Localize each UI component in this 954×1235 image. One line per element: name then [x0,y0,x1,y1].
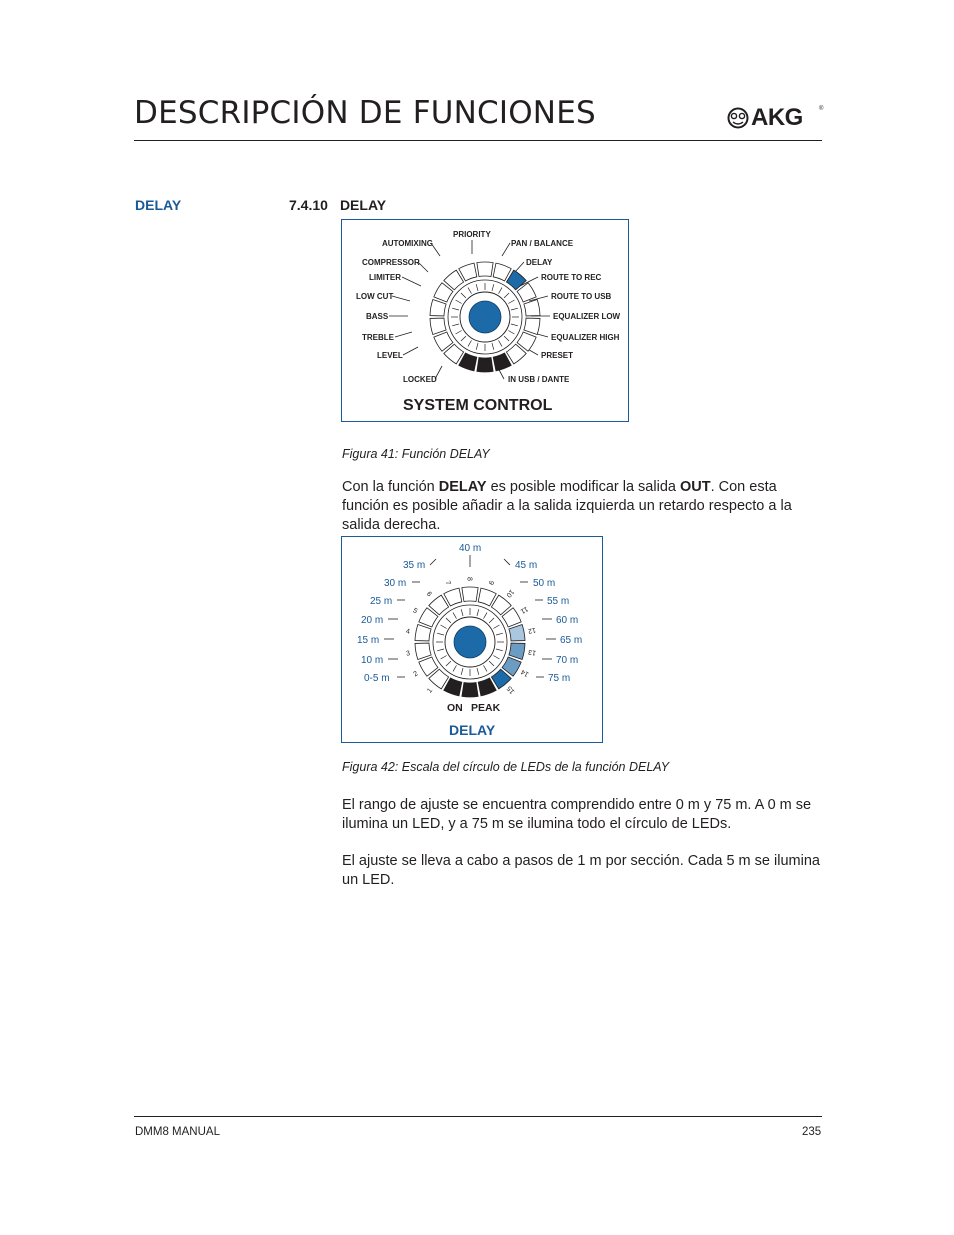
panel-title: DELAY [449,722,496,738]
distance-45m: 45 m [515,560,538,571]
label-treble: TREBLE [362,333,394,342]
led-number: 8 [465,577,473,581]
on-label: ON [447,702,463,714]
footer-manual-name: DMM8 MANUAL [135,1126,220,1138]
bold-delay: DELAY [438,479,487,495]
led-number: 2 [412,670,420,679]
paragraph-delay-intro [342,478,824,535]
led-number: 13 [527,647,537,657]
distance-70m: 70 m [556,655,579,666]
led-segment [462,683,478,697]
akg-logo [727,106,824,130]
distance-50m: 50 m [533,578,556,589]
knob-center [454,626,486,658]
distance-0-5m: 0-5 m [364,673,390,684]
led-segment [524,300,540,316]
footer-rule [134,1116,822,1117]
label-route-to-usb: ROUTE TO USB [551,292,612,301]
text: Con la función [342,479,439,495]
paragraph-range: El rango de ajuste se encuentra comprendido entre 0 m y 75 m. A 0 m se ilumina un LED, y a 75 m se ilumina todo el círculo de LEDs. [342,797,812,832]
led-segment [477,358,493,372]
label-equalizer-high: EQUALIZER HIGH [551,333,620,342]
led-segment [509,643,525,659]
page-title: DESCRIPCIÓN DE FUNCIONES [134,95,596,131]
led-ring [415,587,525,697]
label-compressor: COMPRESSOR [362,258,420,267]
label-in-usb-dante: IN USB / DANTE [508,375,570,384]
label-preset: PRESET [541,351,574,360]
label-level: LEVEL [377,351,403,360]
label-route-to-rec: ROUTE TO REC [541,273,602,282]
leader-line [395,332,412,337]
header-rule [134,140,822,141]
leader-line [431,243,440,256]
distance-60m: 60 m [556,615,579,626]
leader-line [504,559,510,565]
distance-75m: 75 m [548,673,571,684]
leader-line [502,243,510,256]
label-low-cut: LOW CUT [356,292,394,301]
led-segment [509,625,525,641]
led-number: 5 [411,607,419,616]
distance-20m: 20 m [361,615,384,626]
led-number: 1 [426,687,435,695]
distance-15m: 15 m [357,635,380,646]
section-heading [289,197,386,213]
leader-line [403,347,418,355]
akg-logo-mark-icon [727,107,749,129]
label-equalizer-low: EQUALIZER LOW [553,312,621,321]
leader-line [418,262,428,272]
distance-10m: 10 m [361,655,384,666]
bold-out: OUT [679,479,711,495]
distance-35m: 35 m [403,560,426,571]
peak-label: PEAK [471,702,501,714]
led-number: 7 [443,580,452,587]
led-number: 11 [519,604,529,615]
leader-line [392,296,410,301]
distance-30m: 30 m [384,578,407,589]
text: es posible modificar la salida [486,479,680,495]
distance-55m: 55 m [547,596,570,607]
figure-41-caption: Figura 41: Función DELAY [342,447,490,461]
distance-25m: 25 m [370,596,393,607]
leader-line [402,277,421,286]
led-segment [430,318,446,334]
label-priority: PRIORITY [453,230,491,239]
distance-40m: 40 m [459,543,482,554]
section-title: DELAY [339,197,387,213]
led-number: 10 [504,587,515,599]
footer-page-number: 235 [802,1126,822,1138]
knob-center [469,301,501,333]
led-segment [524,318,540,334]
figure-42-caption: Figura 42: Escala del círculo de LEDs de la función DELAY [342,760,670,774]
led-number: 4 [405,628,411,636]
figure-delay-scale [341,536,603,743]
leader-line [515,262,524,272]
led-number: 9 [486,579,495,586]
leader-line [435,366,442,379]
label-automixing: AUTOMIXING [382,239,433,248]
side-heading: DELAY [135,197,182,213]
delay-scale-diagram [342,537,602,742]
led-segment [462,587,478,601]
led-segment [477,262,493,276]
label-locked: LOCKED [403,375,437,384]
system-control-diagram [342,220,628,421]
distance-65m: 65 m [560,635,583,646]
led-number: 12 [527,625,537,635]
section-number: 7.4.10 [289,197,328,213]
label-bass: BASS [366,312,389,321]
leader-line [430,559,436,565]
figure-system-control [341,219,629,422]
led-number: 15 [506,684,517,695]
led-number: 14 [519,667,531,678]
led-number: 6 [424,590,433,599]
paragraph-steps: El ajuste se lleva a cabo a pasos de 1 m por sección. Cada 5 m se ilumina un LED. [342,853,820,888]
panel-title: SYSTEM CONTROL [403,397,553,414]
logo-text: AKG [751,104,803,131]
label-delay: DELAY [526,258,553,267]
label-limiter: LIMITER [369,273,401,282]
led-segment [415,625,431,641]
logo-registered-mark: ® [819,106,824,112]
led-segment [415,643,431,659]
led-segment [430,300,446,316]
label-pan-balance: PAN / BALANCE [511,239,574,248]
led-number: 3 [405,650,411,658]
led-ring [430,262,540,372]
text: . Con esta función es posible añadir a la salida izquierda un retardo respecto a la salida derecha. [342,479,792,533]
